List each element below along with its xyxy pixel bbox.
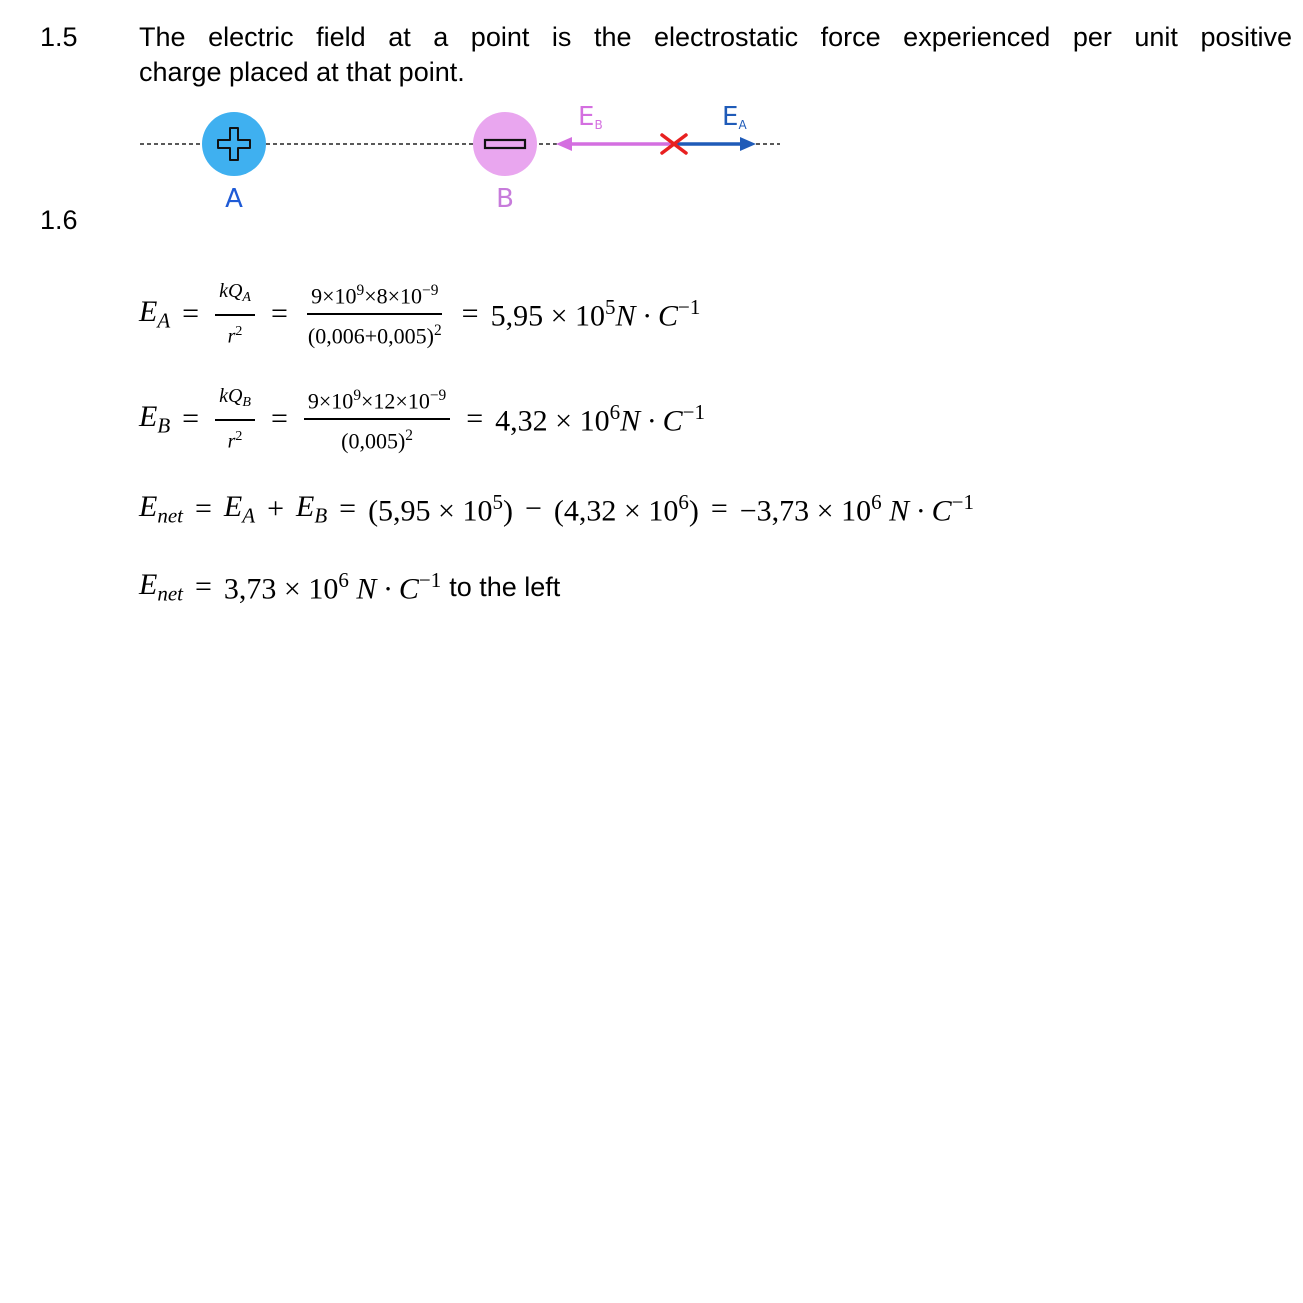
charge-a-label: A — [225, 184, 243, 214]
enet-direction: to the left — [449, 571, 561, 602]
field-b-arrowhead — [556, 137, 572, 151]
definition-line-1: The electric field at a point is the electrostatic force experienced per unit positive — [139, 22, 1292, 52]
equation-enet-sum: $E_{net}$ = $E_A$ + $E_B$ = $(5,95 \times 10^5)$ − $(4,32 \times 10^6)$ = $-3,73 \times 10^6$ $N \cdot C^{-1}$ — [139, 490, 974, 528]
charge-b — [473, 112, 537, 176]
field-a-label: EA — [722, 102, 747, 132]
enet-term-eb: $E_B$ — [295, 490, 328, 528]
field-diagram — [0, 95, 820, 220]
question-number-1-5: 1.5 — [40, 22, 78, 52]
eb-lhs: $E_B$ — [139, 399, 171, 438]
equation-eb: $E_B$ = $\frac{kQ_B}{r^2}$ = $\frac{9\times 10^9\times 12\times 10^{-9}}{(0,005)^2}$ = $4,32 \times 10^6N \cdot C^{-1}$ — [139, 385, 705, 454]
charge-a — [202, 112, 266, 176]
definition-line-2: charge placed at that point. — [139, 57, 465, 87]
enet-term-ea: $E_A$ — [223, 490, 256, 528]
ea-result: $5,95 \times 10^5N \cdot C^{-1}$ — [490, 294, 701, 333]
ea-lhs: $E_A$ — [139, 294, 171, 333]
field-a-arrowhead — [740, 137, 756, 151]
enet-value-ea: $(5,95 \times 10^5)$ — [368, 490, 513, 528]
eb-result: $4,32 \times 10^6N \cdot C^{-1}$ — [495, 399, 705, 438]
eb-substitution-fraction: $\frac{9\times 10^9\times 12\times 10^{-9}}{(0,005)^2}$ — [304, 383, 450, 454]
charge-b-label: B — [496, 184, 514, 214]
equation-ea: $E_A$ = $\frac{kQ_A}{r^2}$ = $\frac{9\times 10^9\times 8\times 10^{-9}}{(0,006+0,005)^2}$ = $5,95 \times 10^5N \cdot C^{-1}$ — [139, 280, 701, 349]
eb-formula-fraction: $\frac{kQ_B}{r^2}$ — [215, 383, 255, 455]
ea-substitution-fraction: $\frac{9\times 10^9\times 8\times 10^{-9}}{(0,006+0,005)^2}$ — [304, 278, 446, 349]
ea-formula-fraction: $\frac{kQ_A}{r^2}$ — [215, 278, 255, 350]
enet-value-eb: $(4,32 \times 10^6)$ — [553, 490, 699, 528]
enet-final-lhs: $E_{net}$ — [139, 568, 183, 606]
enet-final-value: $3,73 \times 10^6$ $N \cdot C^{-1}$ — [223, 568, 442, 606]
enet-lhs: $E_{net}$ — [139, 490, 183, 528]
field-b-label: EB — [578, 102, 603, 132]
equation-enet-final: $E_{net}$ = $3,73 \times 10^6$ $N \cdot C^{-1}$ to the left — [139, 568, 561, 606]
enet-result: $-3,73 \times 10^6$ $N \cdot C^{-1}$ — [739, 490, 974, 528]
question-number-1-6: 1.6 — [40, 205, 78, 235]
